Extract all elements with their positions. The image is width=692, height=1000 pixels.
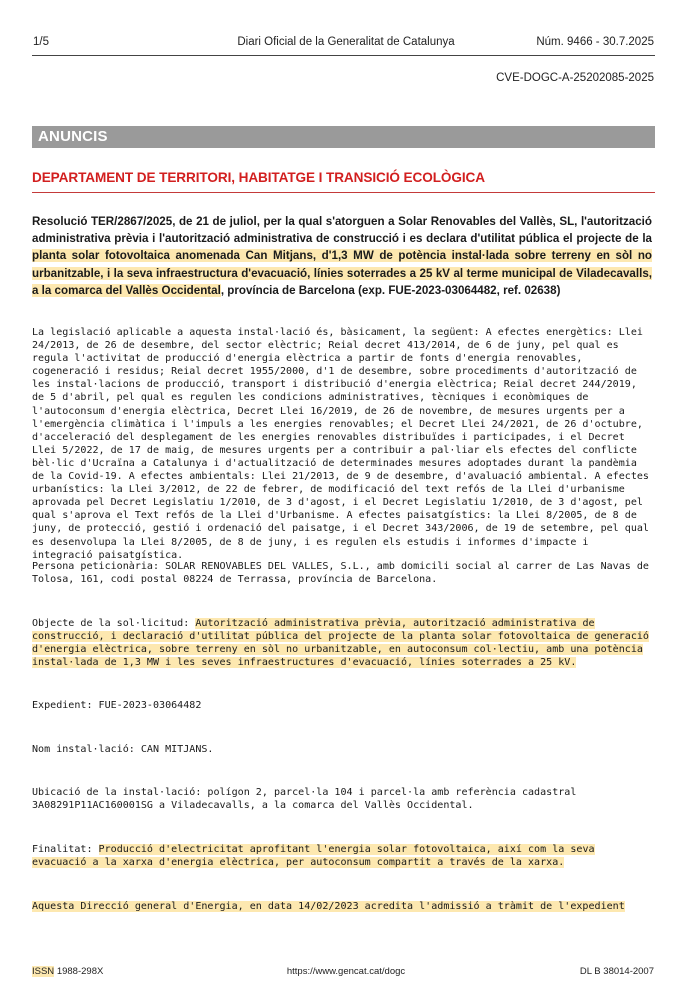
resolution-title (32, 213, 652, 299)
object-label: Objecte de la sol·licitud: (32, 618, 196, 629)
journal-title: Diari Oficial de la Generalitat de Catalunya (237, 36, 455, 48)
purpose-label: Finalitat: (32, 844, 99, 855)
issue-number: Núm. 9466 - 30.7.2025 (536, 36, 654, 48)
issn-label: ISSN (32, 966, 55, 977)
cve-code: CVE-DOGC-A-25202085-2025 (496, 72, 654, 84)
object-text: Autorització administrativa prèvia, autorització administrativa de construcció, i declaració d'utilitat pública del projecte de la planta solar fotovoltaica de generació d'energia elèctrica, sobre terreny en sòl no urbanitzable, en autoconsum col·lectiu, amb una potència instal·lada de 1,3 MW i les seves infraestructures d'evacuació, línies soterrades a 25 kV. (32, 618, 649, 669)
header-divider (32, 55, 655, 56)
purpose-text: Producció d'electricitat aprofitant l'energia solar fotovoltaica, així com la seva evacuació a la xarxa d'energia elèctrica, per autoconsum compartit a través de la xarxa. (32, 844, 595, 869)
section-bar (32, 126, 655, 148)
department-divider (32, 192, 655, 193)
installation-name-line: Nom instal·lació: CAN MITJANS. (32, 744, 214, 755)
resolution-title-part3: , província de Barcelona (exp. FUE-2023-03064482, ref. 02638) (220, 283, 561, 297)
resolution-title-highlight: planta solar fotovoltaica anomenada Can Mitjans, d'1,3 MW de potència instal·lada sobre terreny en sòl no urbanitzable, i la seva infraestructura d'evacuació, línies soterrades a 25 kV al terme municipal de Viladecavalls, a la comarca del Vallès Occidental (32, 249, 652, 297)
issn-value: 1988-298X (54, 966, 104, 977)
direction-text: Aquesta Direcció general d'Energia, en data 14/02/2023 acredita l'admissió a tràmit de l'expedient (32, 901, 625, 912)
legal-deposit: DL B 38014-2007 (579, 966, 654, 977)
department-heading: DEPARTAMENT DE TERRITORI, HABITATGE I TRANSICIÓ ECOLÒGICA (32, 170, 485, 185)
legislation-paragraph: La legislació aplicable a aquesta instal·lació és, bàsicament, la següent: A efectes energètics: Llei 24/2013, de 26 de desembre, del sector elèctric; Reial decret 413/2014, de 6 de juny, pel qual es regula l'activitat de producció d'energia elèctrica a partir de fonts d'energia renovables, cogeneració i residus; Reial decret 1955/2000, d'1 de desembre, sobre procediments d'autorització de les instal·lacions de producció, transport i distribució d'energia elèctrica; Reial decret 244/2019, de 5 d'abril, pel qual es regulen les condicions administratives, tècniques i econòmiques de l'autoconsum d'energia elèctrica, Decret Llei 16/2019, de 26 de novembre, de mesures urgents per a l'emergència climàtica i l'impuls a les energies renovables; el Decret Llei 24/2021, de 26 d'octubre, d'acceleració del desplegament de les energies renovables distribuïdes i participades, i el Decret Llei 5/2022, de 17 de maig, de mesures urgents per a contribuir a pal·liar els efectes del conflicte bèl·lic d'Ucraïna a Catalunya i d'actualització de determinades mesures adoptades durant la pandèmia de la Covid-19. A efectes ambientals: Llei 21/2013, de 9 de desembre, d'avaluació ambiental. A efectes urbanístics: la Llei 3/2012, de 22 de febrer, de modificació del text refós de la Llei d'urbanisme aprovada pel Decret Legislatiu 1/2010, de 3 d'agost, i el Decret Legislatiu 1/2010, de 3 d'agost, pel qual s'aprova el Text refós de la Llei d'Urbanisme. A efectes paisatgístics: la Llei 8/2005, de 8 de juny, de protecció, gestió i ordenació del paisatge, i el Decret 343/2006, de 19 de setembre, pel qual es desenvolupa la Llei 8/2005, de 8 de juny, i es regulen els estudis i informes d'impacte i integració paisatgística. (32, 327, 649, 561)
petitioner-paragraph: Persona peticionària: SOLAR RENOVABLES DEL VALLES, S.L., amb domicili social al carrer de Las Navas de Tolosa, 161, codi postal 08224 de Terrassa, província de Barcelona. (32, 561, 649, 586)
expedient-line: Expedient: FUE-2023-03064482 (32, 700, 202, 711)
page-number: 1/5 (33, 36, 49, 48)
direction-paragraph (32, 900, 652, 913)
purpose-paragraph (32, 843, 652, 869)
object-paragraph (32, 617, 652, 669)
journal-url-link[interactable]: https://www.gencat.cat/dogc (286, 966, 406, 977)
location-paragraph: Ubicació de la instal·lació: polígon 2, parcel·la 104 i parcel·la amb referència cadastral 3A08291P11AC160001SG a Viladecavalls, a la comarca del Vallès Occidental. (32, 787, 577, 812)
resolution-title-part1: Resolució TER/2867/2025, de 21 de juliol, per la qual s'atorguen a Solar Renovables del Vallès, SL, l'autorització administrativa prèvia i l'autorització administrativa de construcció i es declara d'utilitat pública el projecte de la (32, 215, 652, 246)
section-title: ANUNCIS (38, 128, 108, 145)
